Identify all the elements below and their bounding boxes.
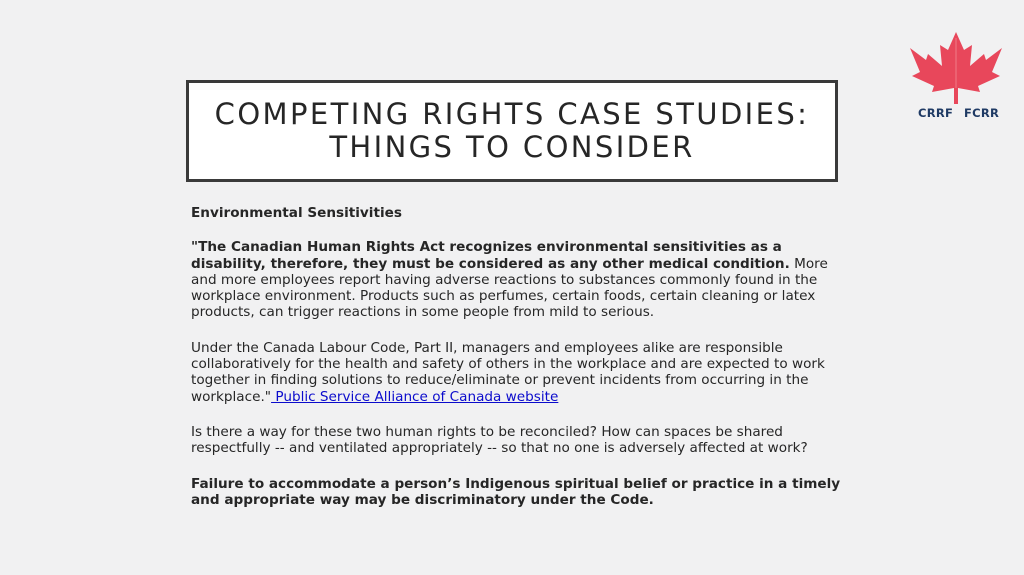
page-title-line-1: COMPETING RIGHTS CASE STUDIES: [214,97,810,131]
paragraph-chra-bold: "The Canadian Human Rights Act recognizes environmental sensitivities as a disability, therefore, they must be considered as any other medical condition. [191,239,790,272]
paragraph-labour-code-text: Under the Canada Labour Code, Part II, managers and employees alike are responsible collaboratively for the health and safety of others in the workplace and are expected to work together in finding solutions to reduce/eliminate or prevent incidents from occurring in the workplace." [191,339,825,405]
title-box [186,80,838,182]
paragraph-indigenous-bold: Failure to accommodate a person’s Indigenous spiritual belief or practice in a timely and appropriate way may be discriminatory under the Code. [191,475,841,508]
page-title-line-2: THINGS TO CONSIDER [329,130,695,164]
slide-content [191,205,841,508]
section-heading: Environmental Sensitivities [191,205,402,221]
logo-text-fcrr: FCRR [964,106,1000,120]
paragraph-indigenous [191,476,841,509]
maple-leaf-icon [906,28,1006,104]
psac-website-link[interactable]: Public Service Alliance of Canada website [271,388,559,405]
paragraph-labour-code [191,340,841,405]
crrf-logo [906,28,1006,128]
paragraph-chra [191,239,841,320]
logo-text-crrf: CRRF [918,106,954,120]
paragraph-question: Is there a way for these two human rights to be reconciled? How can spaces be shared respectfully -- and ventilated appropriately -- so that no one is adversely affected at work? [191,423,808,457]
paragraph-chra-rest: More and more employees report having adverse reactions to substances commonly found in the workplace environment. Products such as perfumes, certain foods, certain cleaning or latex products, can trigger reactions in some people from mild to serious. [191,255,828,321]
